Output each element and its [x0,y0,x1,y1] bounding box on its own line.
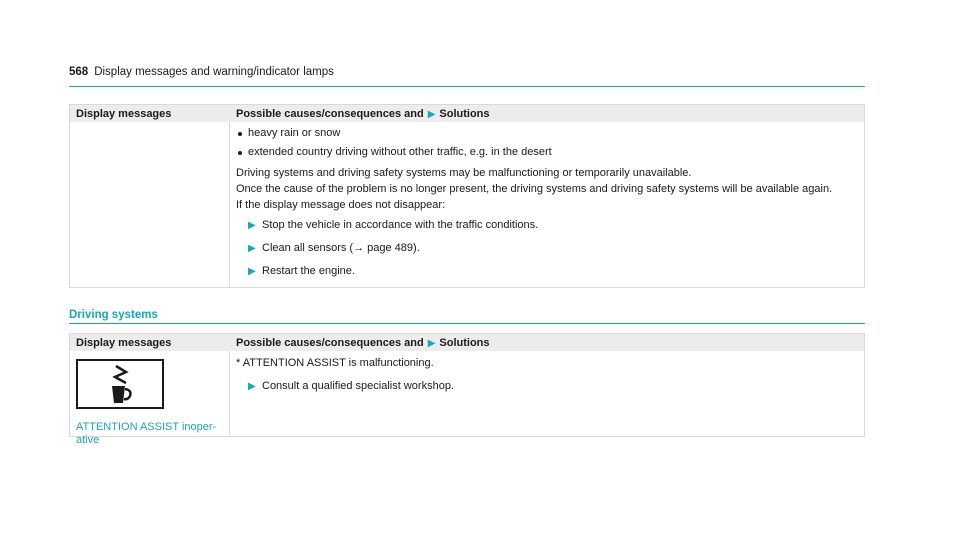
play-arrow-icon: ▶ [248,220,256,231]
solution-step: ▶ Stop the vehicle in accordance with the traffic conditions. [248,219,539,231]
table-cell-message [70,351,230,446]
solution-step: ▶ Consult a qualified specialist workshop. [248,380,454,392]
play-arrow-icon: ▶ [427,337,436,349]
page-header [69,66,865,87]
consequence-text: Driving systems and driving safety systems may be malfunctioning or temporarily unavailable. [236,167,692,179]
solution-step: ▶ Restart the engine. [248,265,355,277]
play-arrow-icon: ▶ [248,381,256,392]
coffee-cup-icon [76,359,164,409]
messages-table-1 [69,104,865,288]
instruction-text: If the display message does not disappear: [236,199,446,211]
play-arrow-icon: ▶ [427,108,436,120]
play-arrow-icon: ▶ [248,266,256,277]
col-header-display-messages: Display messages [76,107,172,120]
consequence-text-2: Once the cause of the problem is no longer present, the driving systems and driving safety systems will be available again. [236,183,833,195]
cause-text: * ATTENTION ASSIST is malfunctioning. [236,357,434,369]
table-cell-message [70,122,230,287]
table-header [70,334,864,351]
section-title: Driving systems [69,309,865,324]
table-row [70,351,864,446]
list-item: heavy rain or snow [236,124,864,143]
col-header-display-messages: Display messages [76,336,172,349]
table-cell-solutions [230,122,864,287]
solution-step: ▶ Clean all sensors (→ page 489). [248,242,420,254]
page-number: 568 [69,66,89,78]
cause-list [236,124,864,162]
col-header-solutions: Possible causes/consequences and ▶ Solutions [236,107,490,120]
list-item: extended country driving without other traffic, e.g. in the desert [236,143,864,162]
table-row [70,122,864,287]
table-header [70,105,864,122]
messages-table-2 [69,333,865,446]
page-header-title: Display messages and warning/indicator lamps [94,66,334,78]
play-arrow-icon: ▶ [248,243,256,254]
message-label: ATTENTION ASSIST inoper-ative [76,421,217,446]
table-cell-solutions [230,351,864,436]
col-header-solutions: Possible causes/consequences and ▶ Solutions [236,336,490,349]
